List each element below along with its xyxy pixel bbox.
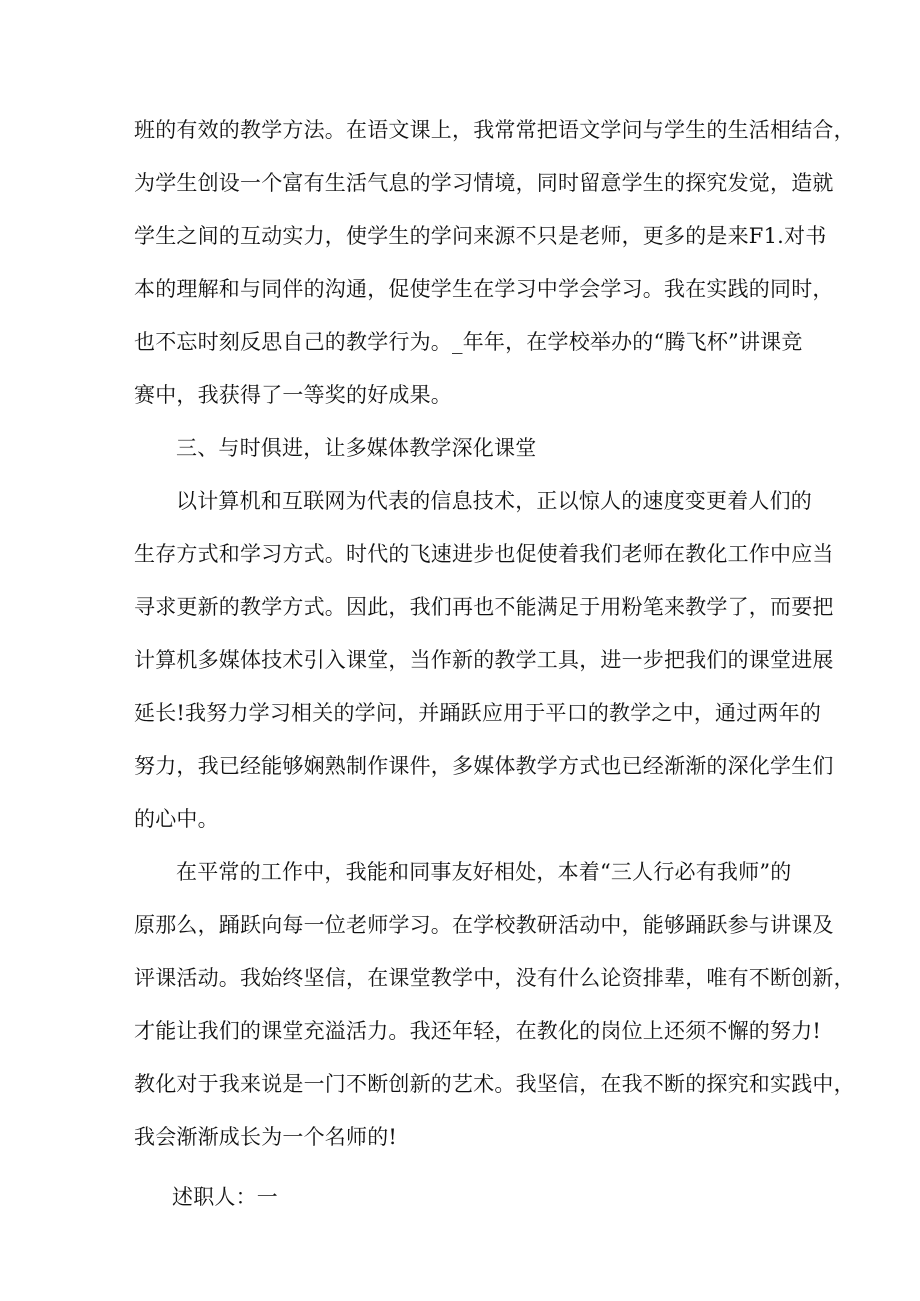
para3-line-3: 评课活动。我始终坚信，在课堂教学中，没有什么论资排辈，唯有不断创新， — [134, 966, 855, 990]
para3-line-2: 原那么，踊跃向每一位老师学习。在学校教研活动中，能够踊跃参与讲课及 — [134, 913, 834, 937]
para1-line-6: 赛中，我获得了一等奖的好成果。 — [134, 383, 452, 407]
para2-line-3: 寻求更新的教学方式。因此，我们再也不能满足于用粉笔来教学了，而要把 — [134, 595, 834, 619]
para3-line-5: 教化对于我来说是一门不断创新的艺术。我坚信，在我不断的探究和实践中， — [134, 1072, 855, 1096]
para1-line-5: 也不忘时刻反思自己的教学行为。_年年，在学校举办的“腾飞杯”讲课竞 — [134, 330, 803, 354]
para1-line-3: 学生之间的互动实力，使学生的学问来源不只是老师，更多的是来F1.对书 — [134, 224, 827, 248]
para2-line-1: 以计算机和互联网为代表的信息技术，正以惊人的速度变更着人们的 — [176, 489, 812, 513]
para1-line-2: 为学生创设一个富有生活气息的学习情境，同时留意学生的探究发觉，造就 — [134, 171, 834, 195]
section-heading-3: 三、与时俱进，让多媒体教学深化课堂 — [176, 436, 537, 460]
para2-line-6: 努力，我已经能够娴熟制作课件，多媒体教学方式也已经渐渐的深化学生们 — [134, 754, 834, 778]
para2-line-2: 生存方式和学习方式。时代的飞速进步也促使着我们老师在教化工作中应当 — [134, 542, 834, 566]
para1-line-4: 本的理解和与同伴的沟通，促使学生在学习中学会学习。我在实践的同时， — [134, 277, 834, 301]
para1-line-1: 班的有效的教学方法。在语文课上，我常常把语文学问与学生的生活相结合， — [134, 118, 855, 142]
signature: 述职人：一 — [172, 1185, 278, 1209]
para3-line-4: 才能让我们的课堂充溢活力。我还年轻，在教化的岗位上还须不懈的努力! — [134, 1019, 822, 1043]
para3-line-6: 我会渐渐成长为一个名师的! — [134, 1125, 398, 1149]
para2-line-4: 计算机多媒体技术引入课堂，当作新的教学工具，进一步把我们的课堂进展 — [134, 648, 834, 672]
para2-line-5: 延长!我努力学习相关的学问，并踊跃应用于平口的教学之中，通过两年的 — [134, 701, 822, 725]
para2-line-7: 的心中。 — [134, 807, 219, 831]
para3-line-1: 在平常的工作中，我能和同事友好相处，本着“三人行必有我师”的 — [176, 860, 792, 884]
